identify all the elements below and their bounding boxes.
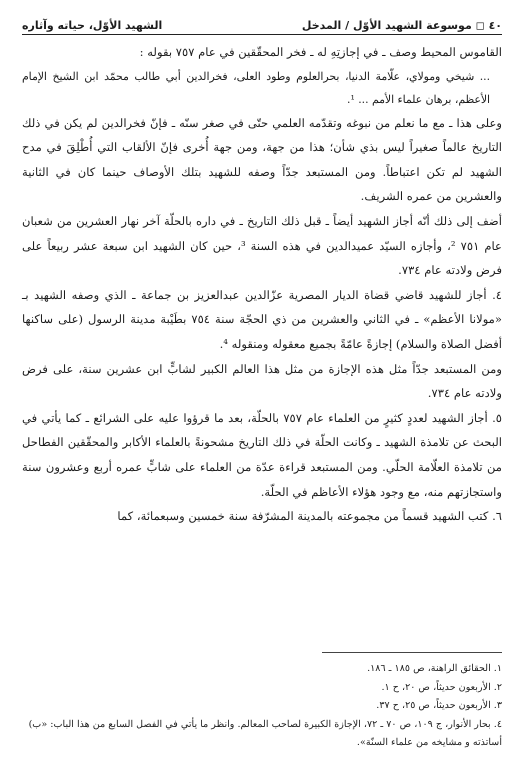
paragraph: وعلى هذا ـ مع ما نعلم من نبوغه وتقدّمه العلمي حتّى في صغر سنّه ـ فإنّ فخرالدين لم يكن في ذلك التاريخ عالماً صغيراً ليس بذي شأن؛ هذا من جهة، ومن جهة أُخرى فإنّ الألقاب التي أُطْلِقَ في مدح الشهيد لم تكن اعتباطاً. ومن المستبعد جدّاً وصفه للشهيد بتلك الأوصاف حينما كان في الثانية والعشرين من عمره الشريف. [22,115,502,204]
paragraph: ٤. أجاز للشهيد قاضي قضاة الديار المصرية عزّالدين عبدالعزيز بن جماعة ـ الذي وصفه الشهيد بـ «مولانا الأعظم» ـ في الثاني والعشرين من ذي الحجّة سنة ٧٥٤ بطَيْبة مدينة الرسول (على ساكنها أفضل الصلاة والسلام) إجازةً عامّةً بجميع معقوله ومنقوله ⁴. [22,287,502,351]
paragraph: ٦. كتب الشهيد قسماً من مجموعته بالمدينة المشرّفة سنة خمسين وسبعمائة، كما [117,509,502,524]
quotation: ... شيخي ومولاي، علّامة الدنيا، بحرالعلوم وطود العلى، فخرالدين أبي طالب محمّد ابن الشيخ الإمام الأعظم، برهان علماء الأمم ... ¹. [22,69,490,106]
footnote: ٤. بحار الأنوار، ج ١٠٩، ص ٧٠ ـ ٧٢، الإجازة الكبيرة لصاحب المعالم. وانظر ما يأتي في الفصل السابع من هذا الباب: «ب) أساتذته و مشايخه من علماء السنّة». [28,718,502,749]
header-divider [22,34,502,35]
body-text [22,40,502,529]
header-section-title: الشهيد الأوّل، حياته وآثاره [22,19,163,32]
footnote: ٢. الأربعون حديثاً، ص ٢٠، ح ١. [381,681,502,693]
paragraph: القاموس المحيط وصف ـ في إجازتِهِ له ـ فخر المحقّقين في عام ٧٥٧ بقوله : [139,45,502,59]
running-header [22,10,502,32]
footnote: ٣. الأربعون حديثاً، ص ٢٥، ح ٣٧. [376,700,502,712]
footnotes [22,660,502,753]
footnote-divider [322,652,502,653]
footnote: ١. الحقائق الراهنة، ص ١٨٥ ـ ١٨٦. [367,663,502,674]
paragraph: أضف إلى ذلك أنّه أجاز الشهيد أيضاً ـ قبل ذلك التاريخ ـ في داره بالحلّة آخر نهار العشرين من شعبان عام ٧٥١ ²، وأجازه السيّد عميدالدين في هذه السنة ³، حين كان الشهيد ابن سبعة عشر ربيعاً على فرض ولادته عام ٧٣٤. [22,213,502,278]
paragraph: ومن المستبعد جدّاً مثل هذه الإجازة من مثل هذا العالم الكبير لشابٍّ ابن عشرين سنة، على فرض ولادته عام ٧٣٤. [22,361,502,401]
header-page-title: ٤٠ ◻ موسوعة الشهيد الأوّل / المدخل [301,19,502,32]
paragraph: ٥. أجاز الشهيد لعددٍ كثيرٍ من العلماء عام ٧٥٧ بالحلّة، بعد ما قرؤوا عليه على الشرائع ـ كما يأتي في البحث عن تلامذة الشهيد ـ وكانت الحلّة في ذلك التاريخ مشحونةً بالعلماء الأكابر والمحقّقين الفطاحل من تلامذة العلّامة الحلّي. ومن المستبعد قراءة عدّة من العلماء على شابٍّ عمره أربع وعشرون سنة واستجازتهم منه، مع وجود هؤلاء الأعاظم في الحلّة. [22,410,502,499]
